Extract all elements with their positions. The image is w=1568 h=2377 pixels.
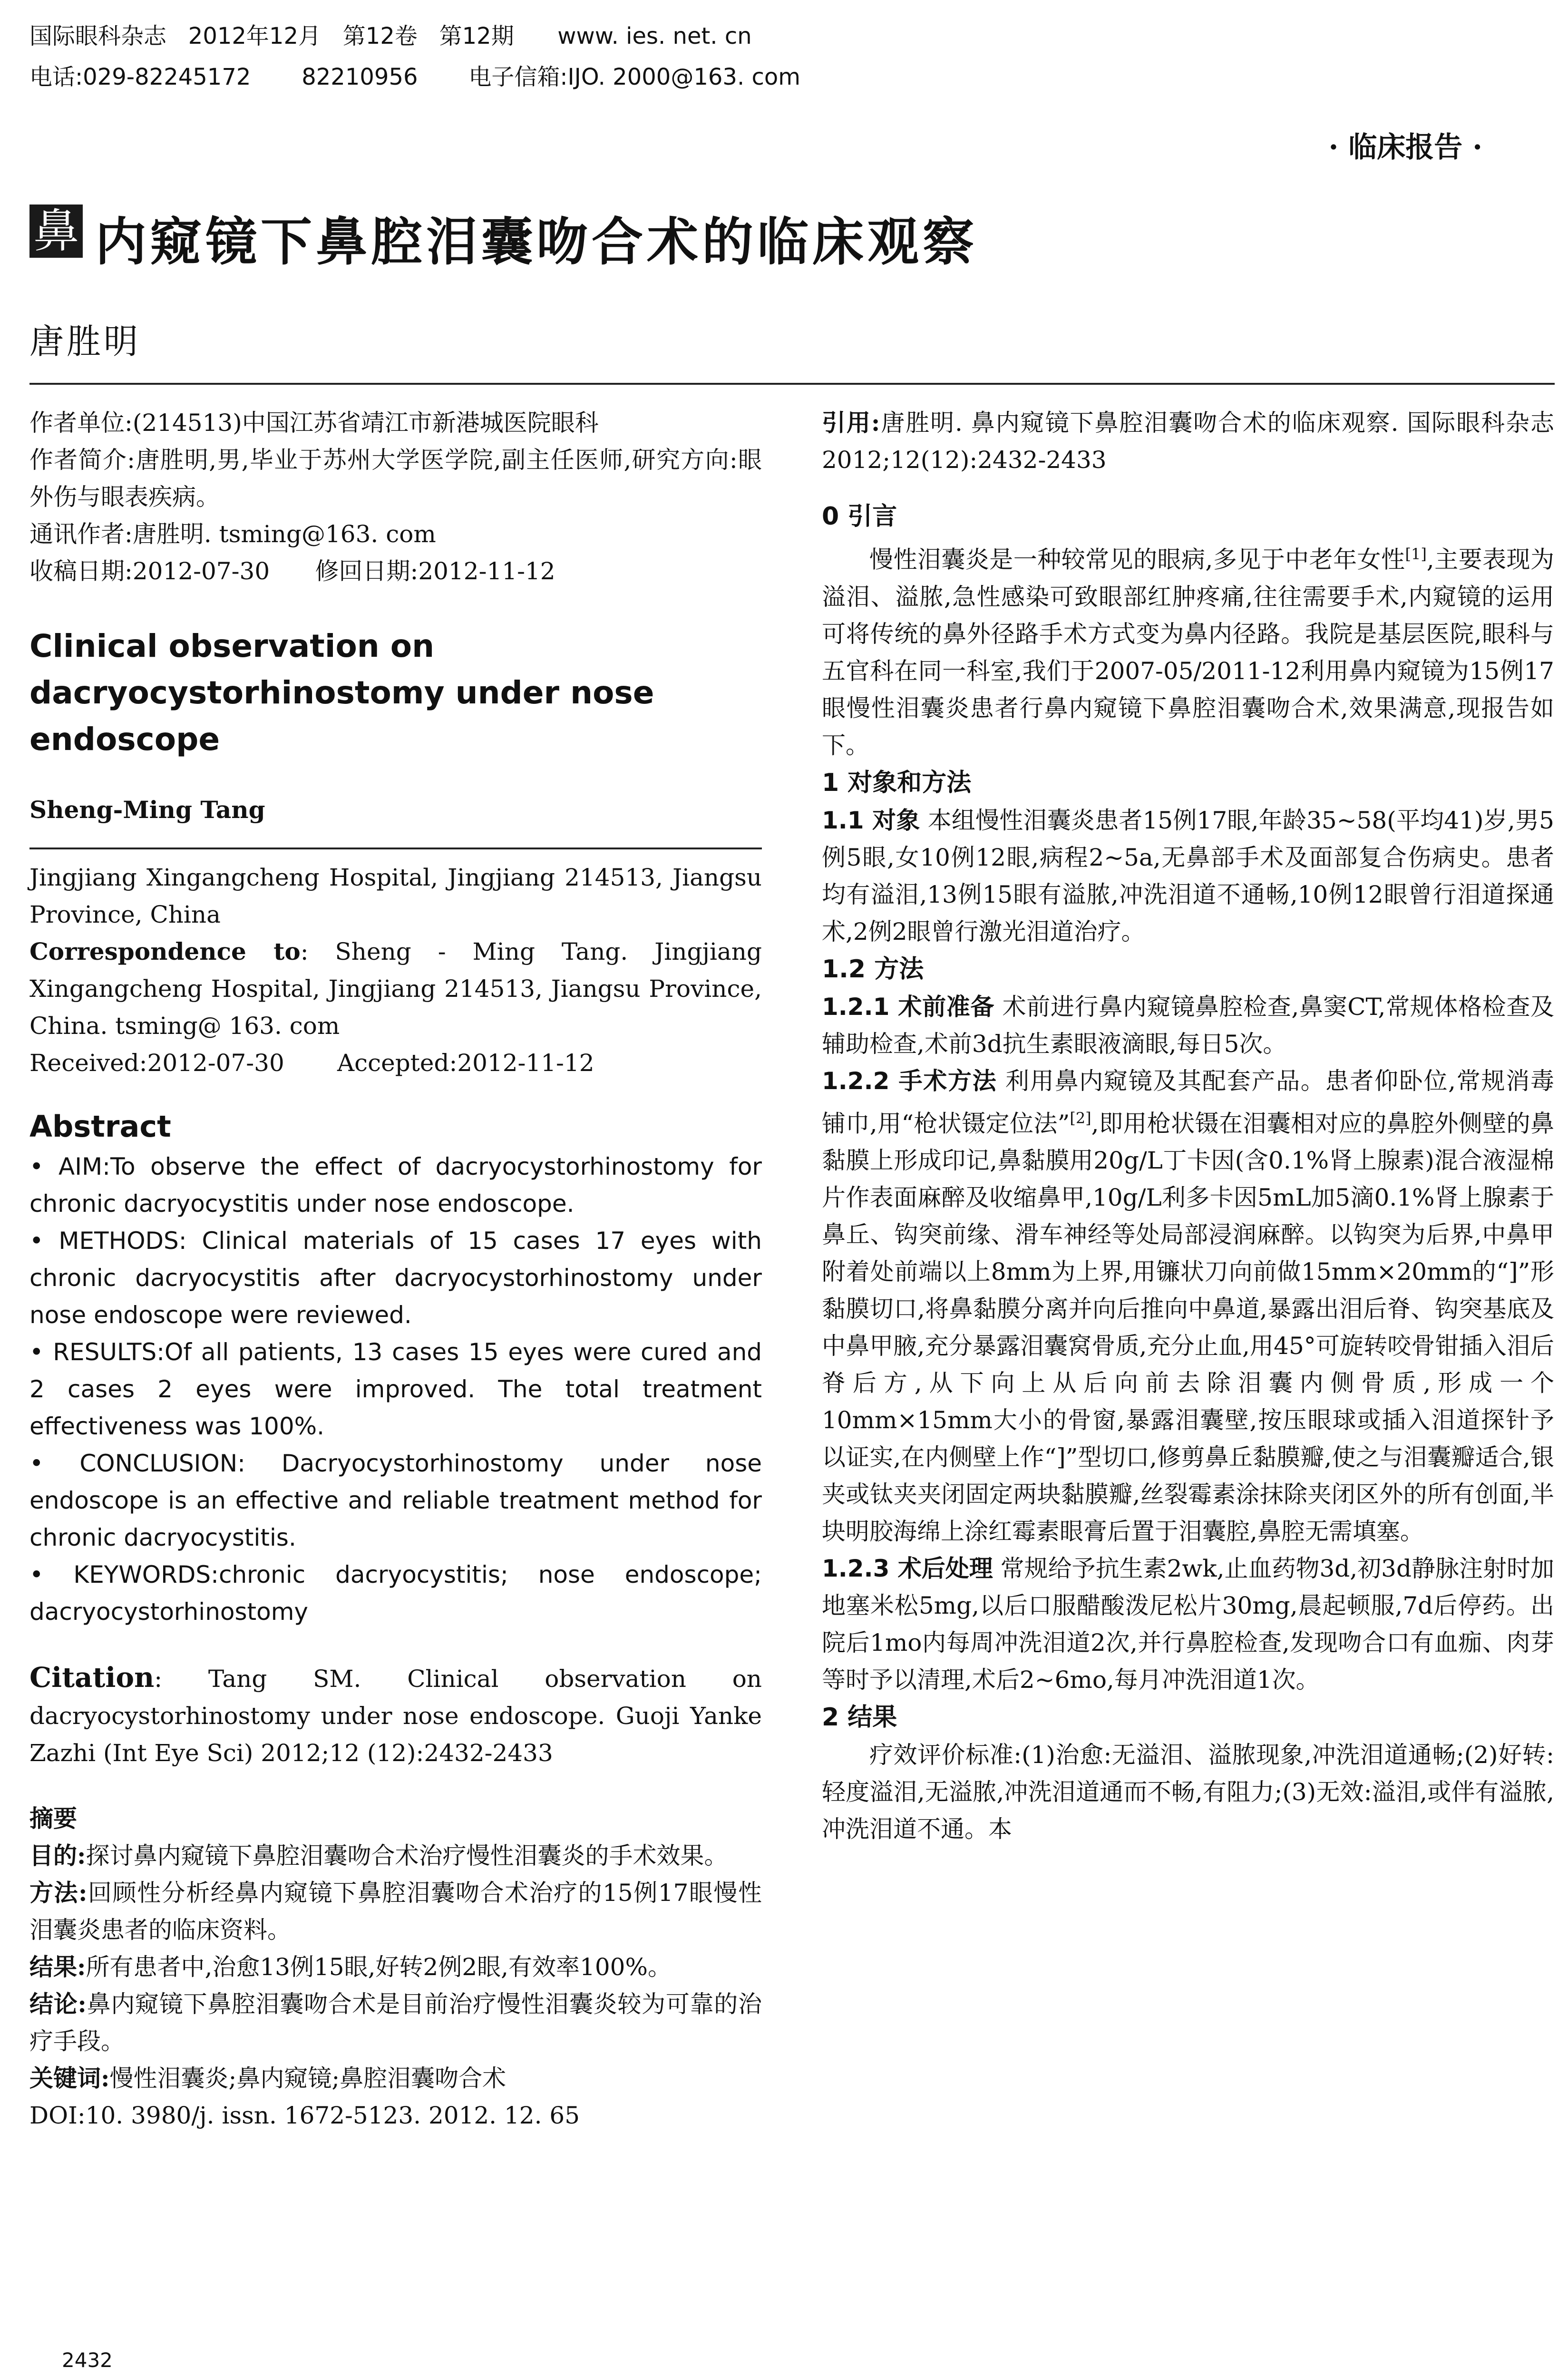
surgery-text-b: ,即用枪状镊在泪囊相对应的鼻腔外侧壁的鼻黏膜上形成印记,鼻黏膜用20g/L丁卡因(含0.1%肾上腺素)混合液湿棉片作表面麻醉及收缩鼻甲,10g/L利多卡因5mL加5滴0.1%肾上腺素于鼻丘、钩突前缘、滑车神经等处局部浸润麻醉。以钩突为后界,中鼻甲附着处前端以上8mm为上界,用镰状刀向前做15mm×20mm的“]”形黏膜切口,将鼻黏膜分离并向后推向中鼻道,暴露出泪后脊、钩突基底及中鼻甲腋,充分暴露泪囊窝骨质,充分止血,用45°可旋转咬骨钳插入泪后脊后方,从下向上从后向前去除泪囊内侧骨质,形成一个10mm×15mm大小的骨窗,暴露泪囊壁,按压眼球或插入泪道探针予以证实,在内侧壁上作“]”型切口,修剪鼻丘黏膜瓣,使之与泪囊瓣适合,银夹或钛夹夹闭固定两块黏膜瓣,丝裂霉素涂抹除夹闭区外的所有创面,半块明胶海绵上涂红霉素眼膏后置于泪囊腔,鼻腔无需填塞。 — [822, 1110, 1554, 1546]
postop-paragraph — [822, 1550, 1554, 1698]
zy-keywords-text: 慢性泪囊炎;鼻内窥镜;鼻腔泪囊吻合术 — [109, 2065, 506, 2092]
left-column — [29, 404, 762, 2134]
page-number: 2432 — [62, 2348, 113, 2372]
english-author: Sheng-Ming Tang — [29, 796, 265, 824]
abstract-results: • RESULTS:Of all patients, 13 cases 15 eyes were cured and 2 cases 2 eyes were improved. The total treatment effectiveness was 100%. — [29, 1338, 762, 1440]
section-method-heading: 1.2 方法 — [822, 955, 924, 984]
surgery-text-a: 利用鼻内窥镜及其配套产品。患者仰卧位,常规消毒铺巾,用“枪状镊定位法” — [822, 1067, 1554, 1138]
citation-text: : Tang SM. Clinical observation on dacryocystorhinostomy under nose endoscope. Guoji Yanke Zazhi (Int Eye Sci) 2012;12 (12):2432-2433 — [29, 1665, 762, 1767]
correspondence-label: Correspondence to — [29, 937, 301, 965]
author-bio: 作者简介:唐胜明,男,毕业于苏州大学医学院,副主任医师,研究方向:眼外伤与眼表疾病。 — [29, 446, 762, 511]
citation-label: Citation — [29, 1661, 155, 1694]
subjects-paragraph — [822, 802, 1554, 950]
postop-label: 1.2.3 术后处理 — [822, 1555, 993, 1583]
preop-label: 1.2.1 术前准备 — [822, 993, 995, 1021]
abstract-heading: Abstract — [29, 1109, 171, 1144]
abstract-keywords: • KEYWORDS:chronic dacryocystitis; nose endoscope; dacryocystorhinostomy — [29, 1561, 762, 1626]
chinese-abstract-heading: 摘要 — [29, 1804, 77, 1832]
zy-conclusion — [29, 1986, 762, 2060]
intro-paragraph — [822, 536, 1554, 764]
citation-chinese — [822, 404, 1554, 478]
zy-keywords — [29, 2060, 762, 2097]
citation-chinese-label: 引用: — [822, 409, 880, 437]
english-author-rule — [29, 848, 762, 849]
journal-header-line2: 电话:029-82245172 82210956 电子信箱:IJO. 2000@163. com — [29, 64, 800, 90]
zy-methods-text: 回顾性分析经鼻内窥镜下鼻腔泪囊吻合术治疗的15例17眼慢性泪囊炎患者的临床资料。 — [29, 1879, 762, 1944]
article-title: 内窥镜下鼻腔泪囊吻合术的临床观察 — [95, 213, 978, 272]
surgery-label: 1.2.2 手术方法 — [822, 1067, 997, 1095]
english-received: Received:2012-07-30 Accepted:2012-11-12 — [29, 1049, 594, 1077]
right-column — [822, 404, 1554, 1848]
author-affiliation: 作者单位:(214513)中国江苏省靖江市新港城医院眼科 — [29, 409, 599, 437]
zy-methods-label: 方法: — [29, 1879, 88, 1907]
zy-results — [29, 1948, 762, 1986]
preop-paragraph — [822, 988, 1554, 1062]
section-tag: · 临床报告 · — [1328, 131, 1482, 164]
author-name: 唐胜明 — [29, 321, 141, 361]
english-title: Clinical observation on dacryocystorhinostomy under nose endoscope — [29, 628, 654, 758]
abstract-aim: • AIM:To observe the effect of dacryocystorhinostomy for chronic dacryocystitis under nose endoscope. — [29, 1153, 762, 1218]
surgery-paragraph — [822, 1062, 1554, 1550]
zy-conclusion-label: 结论: — [29, 1990, 87, 2018]
zy-conclusion-text: 鼻内窥镜下鼻腔泪囊吻合术是目前治疗慢性泪囊炎较为可靠的治疗手段。 — [29, 1990, 762, 2055]
abstract-conclusion: • CONCLUSION: Dacryocystorhinostomy under nose endoscope is an effective and reliable treatment method for chronic dacryocystitis. — [29, 1450, 762, 1551]
abstract-methods: • METHODS: Clinical materials of 15 cases 17 eyes with chronic dacryocystitis after dacryocystorhinostomy under nose endoscope were reviewed. — [29, 1227, 762, 1329]
intro-text-b: ,主要表现为溢泪、溢脓,急性感染可致眼部红肿疼痛,往往需要手术,内窥镜的运用可将传统的鼻外径路手术方式变为鼻内径路。我院是基层医院,眼科与五官科在同一科室,我们于2007-05/2011-12利用鼻内窥镜为15例17眼慢性泪囊炎患者行鼻内窥镜下鼻腔泪囊吻合术,效果满意,现报告如下。 — [822, 546, 1554, 759]
subjects-label: 1.1 对象 — [822, 806, 920, 834]
intro-reference: [1] — [1405, 545, 1427, 563]
zy-keywords-label: 关键词: — [29, 2064, 110, 2092]
intro-text-a: 慢性泪囊炎是一种较常见的眼病,多见于中老年女性 — [869, 546, 1405, 574]
journal-header-line1: 国际眼科杂志 2012年12月 第12卷 第12期 www. ies. net. cn — [29, 23, 752, 49]
zy-methods — [29, 1874, 762, 1948]
correspondence-text: : Sheng - Ming Tang. Jingjiang Xingangcheng Hospital, Jingjiang 214513, Jiangsu Province, China. tsming@ 163. com — [29, 938, 762, 1040]
section-methods-heading: 1 对象和方法 — [822, 768, 972, 797]
zy-purpose-label: 目的: — [29, 1841, 86, 1870]
zy-purpose-text: 探讨鼻内窥镜下鼻腔泪囊吻合术治疗慢性泪囊炎的手术效果。 — [86, 1842, 728, 1870]
postop-text: 常规给予抗生素2wk,止血药物3d,初3d静脉注射时加地塞米松5mg,以后口服醋酸泼尼松片30mg,晨起顿服,7d后停药。出院后1mo内每周冲洗泪道2次,并行鼻腔检查,发现吻合口有血痂、肉芽等时予以清理,术后2~6mo,每月冲洗泪道1次。 — [822, 1555, 1555, 1694]
english-affiliation: Jingjiang Xingangcheng Hospital, Jingjiang 214513, Jiangsu Province, China — [29, 864, 762, 928]
doi: DOI:10. 3980/j. issn. 1672-5123. 2012. 12. 65 — [29, 2102, 580, 2129]
zy-results-label: 结果: — [29, 1953, 86, 1981]
results-paragraph: 疗效评价标准:(1)治愈:无溢泪、溢脓现象,冲洗泪道通畅;(2)好转:轻度溢泪,无溢脓,冲洗泪道通而不畅,有阻力;(3)无效:溢泪,或伴有溢脓,冲洗泪道不通。本 — [822, 1741, 1554, 1843]
citation-chinese-text: 唐胜明. 鼻内窥镜下鼻腔泪囊吻合术的临床观察. 国际眼科杂志 2012;12(12):2432-2433 — [822, 409, 1554, 474]
section-intro-heading: 0 引言 — [822, 502, 897, 531]
zy-purpose — [29, 1837, 762, 1874]
citation — [29, 1659, 762, 1772]
title-rule — [29, 383, 1555, 385]
section-results-heading: 2 结果 — [822, 1703, 897, 1732]
correspondence — [29, 933, 762, 1044]
preop-text: 术前进行鼻内窥镜鼻腔检查,鼻窦CT,常规体格检查及辅助检查,术前3d抗生素眼液滴眼,每日5次。 — [822, 993, 1554, 1058]
corresponding-author: 通讯作者:唐胜明. tsming@163. com — [29, 520, 436, 548]
surgery-reference: [2] — [1070, 1109, 1091, 1127]
subjects-text: 本组慢性泪囊炎患者15例17眼,年龄35~58(平均41)岁,男5例5眼,女10例12眼,病程2~5a,无鼻部手术及面部复合伤病史。患者均有溢泪,13例15眼有溢脓,冲洗泪道不通畅,10例12眼曾行泪道探通术,2例2眼曾行激光泪道治疗。 — [822, 806, 1554, 945]
zy-results-text: 所有患者中,治愈13例15眼,好转2例2眼,有效率100%。 — [86, 1953, 672, 1981]
received-dates: 收稿日期:2012-07-30 修回日期:2012-11-12 — [29, 557, 555, 585]
title-first-char: 鼻 — [29, 205, 83, 258]
